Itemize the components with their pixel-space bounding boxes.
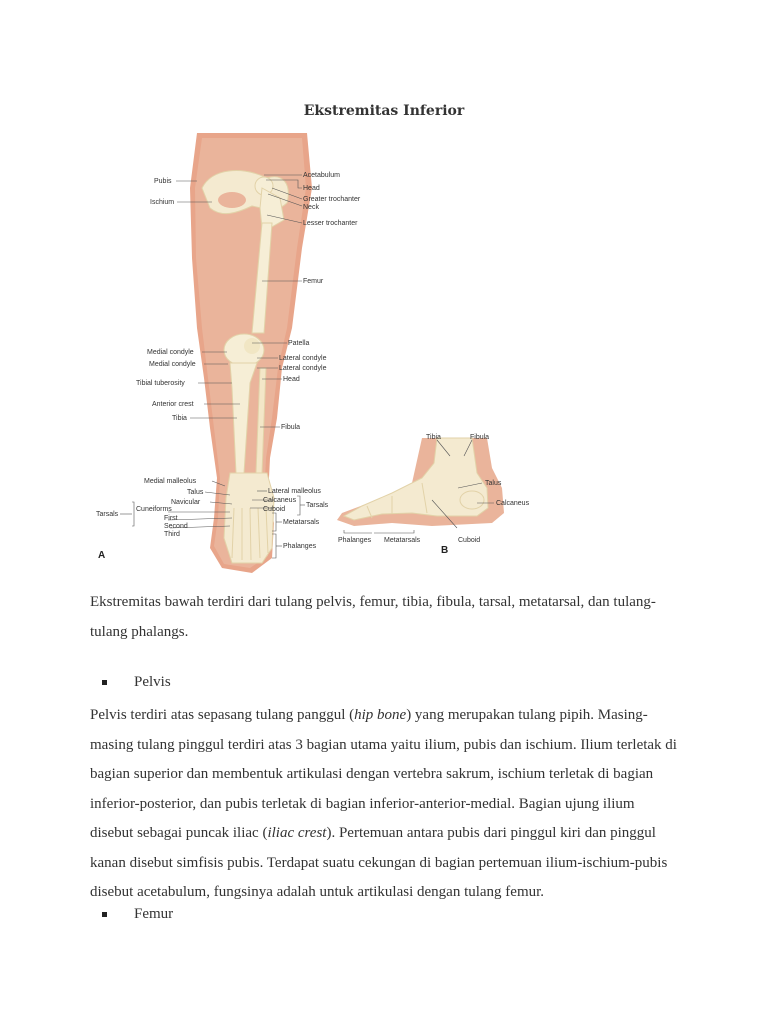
label-b-calcaneus: Calcaneus xyxy=(496,500,530,507)
section-heading-femur xyxy=(102,906,173,923)
section-heading-pelvis xyxy=(102,674,171,691)
label-pubis: Pubis xyxy=(154,178,172,185)
label-patella: Patella xyxy=(288,340,310,347)
label-tarsals-right: Tarsals xyxy=(306,502,329,509)
label-first: First xyxy=(164,515,178,522)
label-anterior-crest: Anterior crest xyxy=(152,401,194,408)
iliac-crest-term: iliac crest xyxy=(267,825,327,841)
label-medial-condyle-1: Medial condyle xyxy=(147,349,194,356)
panel-a-label: A xyxy=(98,550,106,561)
label-head-fibula: Head xyxy=(283,376,300,383)
label-b-tibia: Tibia xyxy=(426,434,441,441)
label-tibia: Tibia xyxy=(172,415,187,422)
label-calcaneus: Calcaneus xyxy=(263,497,297,504)
label-ischium: Ischium xyxy=(150,199,175,206)
label-second: Second xyxy=(164,523,188,530)
label-b-metatarsals: Metatarsals xyxy=(384,537,421,544)
bullet-square-icon xyxy=(102,680,107,685)
hip-bone-term: hip bone xyxy=(354,707,407,723)
label-b-phalanges: Phalanges xyxy=(338,537,372,544)
intro-paragraph: Ekstremitas bawah terdiri dari tulang pelvis, femur, tibia, fibula, tarsal, metatarsal, dan tulang-tulang phalangs. xyxy=(90,594,656,640)
bullet-square-icon xyxy=(102,912,107,917)
label-acetabulum: Acetabulum xyxy=(303,172,340,179)
lower-limb-anatomy-figure xyxy=(92,128,562,580)
label-femur: Femur xyxy=(303,278,324,285)
label-fibula: Fibula xyxy=(281,424,301,431)
label-b-fibula: Fibula xyxy=(470,434,490,441)
pelvis-paragraph xyxy=(90,701,680,908)
label-phalanges: Phalanges xyxy=(283,543,317,550)
section-heading-label: Femur xyxy=(134,906,174,922)
panel-b-label: B xyxy=(441,545,449,556)
pelvis-text-3: ). Pertemuan antara pubis dari pinggul kiri dan pinggul kanan disebut simfisis pubis. Terdapat suatu cekungan di bagian pertemuan ilium-ischium-pubis disebut acetabulum, fungsinya adalah untuk artikulasi dengan tulang femur. xyxy=(90,825,668,900)
pelvis-text-1: Pelvis terdiri atas sepasang tulang panggul ( xyxy=(90,707,355,723)
label-medial-condyle-2: Medial condyle xyxy=(149,361,196,368)
label-head-femur: Head xyxy=(303,185,320,192)
label-talus: Talus xyxy=(187,489,204,496)
label-cuneiforms: Cuneiforms xyxy=(136,506,172,513)
label-navicular: Navicular xyxy=(171,499,201,506)
label-neck: Neck xyxy=(303,204,319,211)
label-medial-malleolus: Medial malleolus xyxy=(144,478,197,485)
label-b-cuboid: Cuboid xyxy=(458,537,481,544)
label-tibial-tuberosity: Tibial tuberosity xyxy=(136,380,185,387)
foot-lateral-view xyxy=(337,438,504,526)
label-metatarsals: Metatarsals xyxy=(283,519,320,526)
label-greater-trochanter: Greater trochanter xyxy=(303,196,361,203)
label-cuboid: Cuboid xyxy=(263,506,286,513)
label-lesser-trochanter: Lesser trochanter xyxy=(303,220,358,227)
label-tarsals-left: Tarsals xyxy=(96,511,119,518)
label-third: Third xyxy=(164,531,180,538)
document-title: Ekstremitas Inferior xyxy=(303,103,465,119)
label-lateral-condyle-2: Lateral condyle xyxy=(279,365,327,372)
label-lateral-condyle-1: Lateral condyle xyxy=(279,355,327,362)
label-lateral-malleolus: Lateral malleolus xyxy=(268,488,321,495)
pelvis-text-2: ) yang merupakan tulang pipih. Masing-masing tulang pinggul terdiri atas 3 bagian utama yaitu ilium, pubis dan ischium. Ilium terletak di bagian superior dan membentuk artikulasi dengan vertebra sakrum, ischium terletak di bagian inferior-posterior, dan pubis terletak di bagian inferior-anterior-medial. Bagian ujung ilium disebut sebagai puncak iliac ( xyxy=(90,707,677,841)
label-b-talus: Talus xyxy=(485,480,502,487)
section-heading-label: Pelvis xyxy=(134,674,171,690)
